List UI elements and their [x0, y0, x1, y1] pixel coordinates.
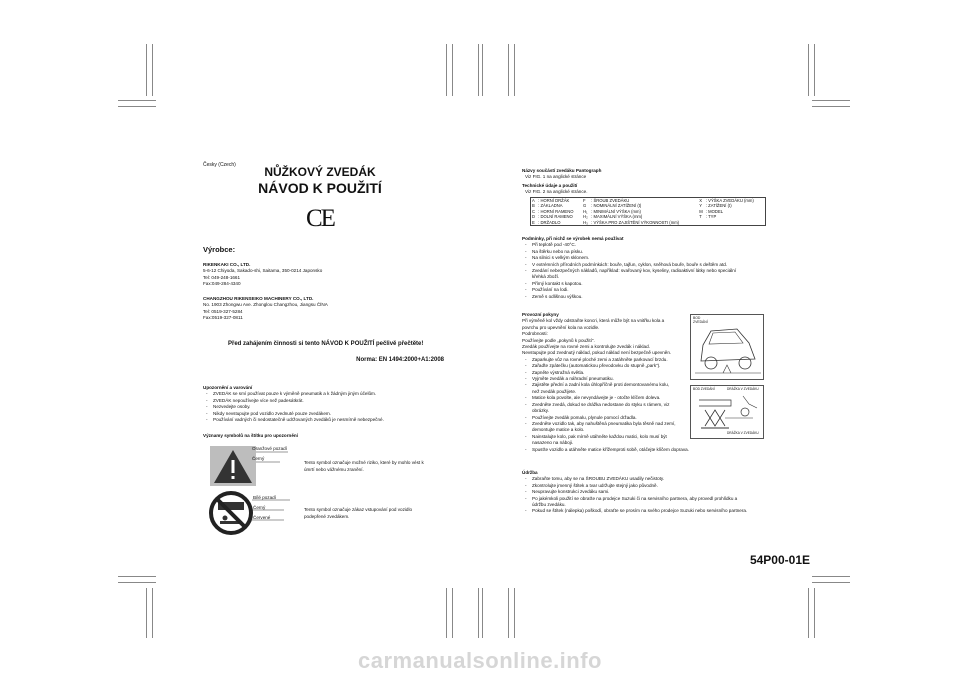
- manufacturer-1-tel: Tel: 049-248-1661: [203, 274, 241, 280]
- crop-mark: [812, 106, 850, 107]
- table-cell: H₃: [583, 219, 588, 225]
- fig2-label-1: BOD ZVEDÁNÍ: [693, 387, 715, 391]
- conditions-section: [522, 236, 767, 300]
- crop-mark: [152, 44, 153, 96]
- instructions-intro-2: povrchu pro upevnění kola na vozidle.: [522, 324, 600, 330]
- list-item: - Používání na lodi.: [522, 287, 767, 293]
- spec-table: [530, 197, 766, 226]
- table-cell: X: [699, 198, 703, 203]
- list-item-continuation: než zvedák použijete.: [532, 388, 577, 394]
- crop-mark: [814, 588, 815, 638]
- crop-mark: [452, 588, 453, 638]
- manufacturer-heading: Výrobce:: [203, 245, 236, 254]
- instructions-intro-3: Podrobnosti:: [522, 331, 548, 337]
- warnings-section: [203, 385, 448, 423]
- watermark: carmanualsonline.info: [358, 648, 602, 673]
- title-line1: NŮŽKOVÝ ZVEDÁK: [264, 165, 376, 179]
- language-label: Česky (Czech): [203, 162, 236, 168]
- warnings-list: [203, 391, 448, 423]
- list-item: - Na štěrku nebo na písku.: [522, 249, 767, 255]
- table-cell: F: [583, 198, 586, 203]
- list-item: - Nezvedejte osoby.: [203, 404, 448, 410]
- crop-mark: [808, 44, 809, 96]
- symbol-2-text-line2: podepřené zvedákem.: [304, 514, 350, 519]
- list-item: - Zvedání nebezpečných nákladů, například: svařovaný kov, kyseliny, radioaktivní látky nebo speciální: [522, 268, 767, 274]
- manufacturer-2-tel: Tel: 0519-327-5284: [203, 308, 243, 314]
- car-outline-icon: [691, 315, 763, 379]
- list-item: - Zabraňte tomu, aby se na ŠROUBU ZVEDÁKU usadily nečistoty.: [522, 476, 772, 482]
- manufacturer-1-fax: Fax:049-284-4340: [203, 281, 241, 287]
- list-item-continuation: údržbu zvedáku.: [532, 502, 566, 508]
- conditions-list: [522, 242, 767, 300]
- parts-section: [522, 168, 762, 181]
- list-item: - Zapněte výstražná světla.: [522, 370, 712, 376]
- crop-mark: [814, 44, 815, 96]
- table-cell: E: [532, 219, 535, 225]
- table-cell: A: [532, 198, 535, 203]
- warnings-heading: Upozornění a varování: [203, 385, 253, 390]
- table-cell: G: [583, 203, 587, 209]
- crop-mark: [118, 100, 156, 101]
- table-cell: : HORNÍ DRŽÁK: [538, 198, 570, 203]
- parts-heading: Názvy součástí zvedáku Pantograph: [522, 168, 602, 173]
- crop-mark: [118, 106, 156, 107]
- table-cell: H₂: [583, 214, 588, 220]
- list-item: - Zajistěte přední a zadní kola úhlopříčně proti demontovanému kolu,: [522, 382, 712, 388]
- table-cell: M: [699, 208, 703, 214]
- crop-mark: [478, 588, 479, 638]
- table-cell: H₁: [583, 208, 588, 214]
- symbol-2-label-black: Černý: [253, 505, 266, 510]
- list-item: - ZVEDÁK nepoužívejte více než padesátkrát.: [203, 398, 448, 404]
- jack-drawing-icon: [691, 386, 763, 438]
- manufacturer-1-address: 5-6-12 Chiyoda, Sakado-shi, Saitama, 350-0214 Japonsko: [203, 268, 323, 274]
- table-cell: : VÝŠKA ZVEDÁKU (mm): [705, 198, 754, 203]
- list-item: - V extrémních přírodních podmínkách: bouře, tajfun, cyklon, sněhová bouře, bouře s deštěm atd.: [522, 262, 767, 268]
- manufacturer-1-name: RIKENKAKI CO., LTD.: [203, 262, 251, 267]
- list-item: - Zaparkujte vůz na rovné ploché zemi a zatáhněte parkovací brzdu.: [522, 357, 712, 363]
- symbols-heading: Významy symbolů na štítku pro upozornění: [203, 433, 298, 438]
- list-item-continuation: nasazeno na náboji.: [532, 440, 574, 446]
- manufacturer-1: [203, 262, 403, 288]
- instructions-intro-4: Používejte podle „pokynů k použití“.: [522, 337, 595, 343]
- list-item: - Zvedněte zvedá, dokud se drážka nedostane do styku s rámem, viz: [522, 402, 712, 408]
- crop-mark: [482, 44, 483, 96]
- list-item: - Používání vadných či nedostatečně udržovaných zvedáků je nesmírně nebezpečné.: [203, 417, 448, 423]
- no-entry-under-vehicle-icon: [208, 490, 290, 536]
- figure-jack-detail: [690, 385, 764, 439]
- crop-mark: [808, 588, 809, 638]
- table-cell: : MODEL: [705, 208, 724, 214]
- symbol-1-text-line1: Tento symbol označuje možné riziko, které by mohlo vést k: [304, 460, 424, 465]
- list-item: - Na silnici s velkým sklonem.: [522, 255, 767, 261]
- fig1-label-2: ZVEDÁNÍ: [693, 320, 708, 324]
- crop-mark: [446, 44, 447, 96]
- crop-mark: [118, 582, 156, 583]
- table-cell: : ZATÍŽENÍ (t): [705, 203, 732, 209]
- table-cell: : DRŽADLO: [538, 219, 561, 225]
- table-cell: : MINIMÁLNÍ VÝŠKA (mm): [591, 208, 641, 214]
- symbol-1-label-orange: Oranžové pozadí: [252, 446, 287, 451]
- figure-car-lift: [690, 314, 764, 380]
- conditions-heading: Podmínky, při nichž se výrobek nemá používat: [522, 236, 624, 241]
- crop-mark: [482, 588, 483, 638]
- document-code: 54P00-01E: [749, 553, 810, 567]
- list-item: - Zvedněte vozidlo tak, aby nahuštěná pneumatika byla těsně nad zemí,: [522, 421, 712, 427]
- table-cell: : ZÁKLADNA: [538, 203, 563, 209]
- table-cell: : DOLNÍ RAMENO: [538, 214, 573, 220]
- symbol-1-text-line2: úmrtí nebo vážnému zranění.: [304, 467, 364, 472]
- table-cell: B: [532, 203, 535, 209]
- tech-section: [522, 183, 762, 196]
- crop-mark: [812, 582, 850, 583]
- instructions-section: [522, 312, 712, 453]
- list-item-continuation: obrázky.: [532, 408, 550, 414]
- fig2-label-3: DRÁŽKA V ZVEDÁKU: [727, 431, 759, 435]
- table-cell: Y: [699, 203, 703, 209]
- list-item: - Matice kola povolte, ale nevyndávejte je - otočte klíčem doleva.: [522, 395, 712, 401]
- table-cell: [705, 220, 766, 226]
- table-cell: T: [699, 214, 702, 220]
- crop-mark: [508, 44, 509, 96]
- list-item: - Země s odlišnou výškou.: [522, 294, 767, 300]
- table-cell: D: [532, 214, 536, 220]
- symbol-2-label-white: Bílé pozadí: [253, 495, 276, 500]
- table-cell: : MAXIMÁLNÍ VÝŠKA (mm): [591, 214, 643, 220]
- list-item: - Při teplotě pod -40°C.: [522, 242, 767, 248]
- symbol-2-label-red: Červené: [253, 515, 271, 520]
- manufacturer-2: [203, 296, 403, 322]
- crop-mark: [452, 44, 453, 96]
- crop-mark: [514, 44, 515, 96]
- list-item-continuation: demontujte matice a kolo.: [532, 427, 585, 433]
- list-item: - Spusťte vozidlo a utáhněte matice křížemproti sobě, otáčejte klíčem doprava.: [522, 447, 712, 453]
- crop-mark: [446, 588, 447, 638]
- instructions-heading: Provozní pokyny: [522, 312, 559, 317]
- table-cell: : HORNÍ RAMENO: [538, 208, 574, 214]
- table-cell: : VÝŠKA PRO ZAJIŠTĚNÍ VÝKONNOSTI (mm): [591, 219, 680, 225]
- symbol-2-text-line1: Tento symbol označuje zákaz vstupování pod vozidlo: [304, 507, 413, 512]
- instructions-intro-1: Při výměně kol vždy odstraňte koncri, která může být na vnitřku kola a: [522, 318, 665, 324]
- maintenance-section: [522, 470, 772, 515]
- norm: Norma: EN 1494:2000+A1:2008: [356, 357, 444, 363]
- maintenance-list: [522, 476, 772, 514]
- table-cell: : ŠROUB ZVEDÁKU: [591, 198, 630, 203]
- instructions-intro-6: Nevstupujte pod zvednutý náklad, pokud náklad není bezpečně upevněn.: [522, 350, 672, 356]
- table-cell: [698, 220, 705, 226]
- crop-mark: [146, 44, 147, 96]
- manufacturer-2-address: No. 1903 Zhongwu Ave. Zhonglou Changzhou, Jiangsu ČÍNA: [203, 302, 328, 308]
- list-item: - ZVEDÁK se smí používat pouze k výměně pneumatik a k žádným jiným účelům.: [203, 391, 448, 397]
- crop-mark: [514, 588, 515, 638]
- table-cell: C: [532, 208, 536, 214]
- manufacturer-2-name: CHANGZHOU RIKENSEIKO MACHINERY CO., LTD.: [203, 296, 314, 301]
- crop-mark: [812, 100, 850, 101]
- table-row: [531, 220, 766, 226]
- maintenance-heading: Údržba: [522, 470, 538, 475]
- list-item: - Zařaďte zpátečku (automatickou převodovku do stupně „park“).: [522, 363, 712, 369]
- list-item: - Vyjměte zvedák a náhradní pneumatiku.: [522, 376, 712, 382]
- list-item: - Používejte zvedák pomalu, plynule pomocí držadla.: [522, 415, 712, 421]
- ce-mark: CE: [306, 205, 334, 232]
- crop-mark: [812, 576, 850, 577]
- list-item: - Pokud se štítek (nálepka) poškodí, obraťte se prosím na svého prodejce Suzuki nebo servisního partnera.: [522, 508, 772, 514]
- crop-mark: [508, 588, 509, 638]
- symbol-1-label-black: Černý: [252, 456, 265, 461]
- list-item: - Zkontrolujte jmenný štítek a tvar udržujte stejný jako původně.: [522, 483, 772, 489]
- manufacturer-2-fax: Fax:0519-327-0811: [203, 315, 243, 321]
- tech-heading: Technické údaje a použití: [522, 183, 578, 188]
- list-item: - Neupravujte konstrukci zvedáku sami.: [522, 489, 772, 495]
- instructions-intro-5: Zvedák používejte na rovné zemi a kontrolujte zvedák i náklad.: [522, 344, 650, 350]
- list-item: - Nainstalujte kolo, pak mírně utáhněte každou matici, kolo musí být: [522, 434, 712, 440]
- list-item: - Přímý kontakt s kapotou.: [522, 281, 767, 287]
- crop-mark: [152, 588, 153, 638]
- fig2-label-2: DRÁŽKA V ZVEDÁKU: [727, 387, 759, 391]
- crop-mark: [146, 588, 147, 638]
- title-line2: NÁVOD K POUŽITÍ: [258, 180, 382, 196]
- list-item: - Nikdy nevstupujte pod vozidlo zvednuté pouze zvedákem.: [203, 411, 448, 417]
- read-first-notice: Před zahájením činnosti si tento NÁVOD K POUŽITÍ pečlivě přečtěte!: [228, 341, 424, 347]
- list-item-continuation: křehká zboží.: [532, 274, 560, 280]
- fig1-label-1: BOD: [693, 316, 701, 320]
- list-item: - Po jakémkoli použití se obraťte na prodejce Suzuki či na servisního partnera, aby provedl prohlídku a: [522, 496, 772, 502]
- parts-sub: Viz FIG. 1 na anglické stránce: [525, 174, 587, 180]
- instructions-list: [522, 357, 712, 453]
- crop-mark: [478, 44, 479, 96]
- tech-sub: Viz FIG. 2 na anglické stránce.: [525, 189, 588, 195]
- table-cell: : NOMINÁLNÍ ZATÍŽENÍ (t): [591, 203, 642, 209]
- table-cell: : TYP: [705, 214, 717, 220]
- crop-mark: [118, 576, 156, 577]
